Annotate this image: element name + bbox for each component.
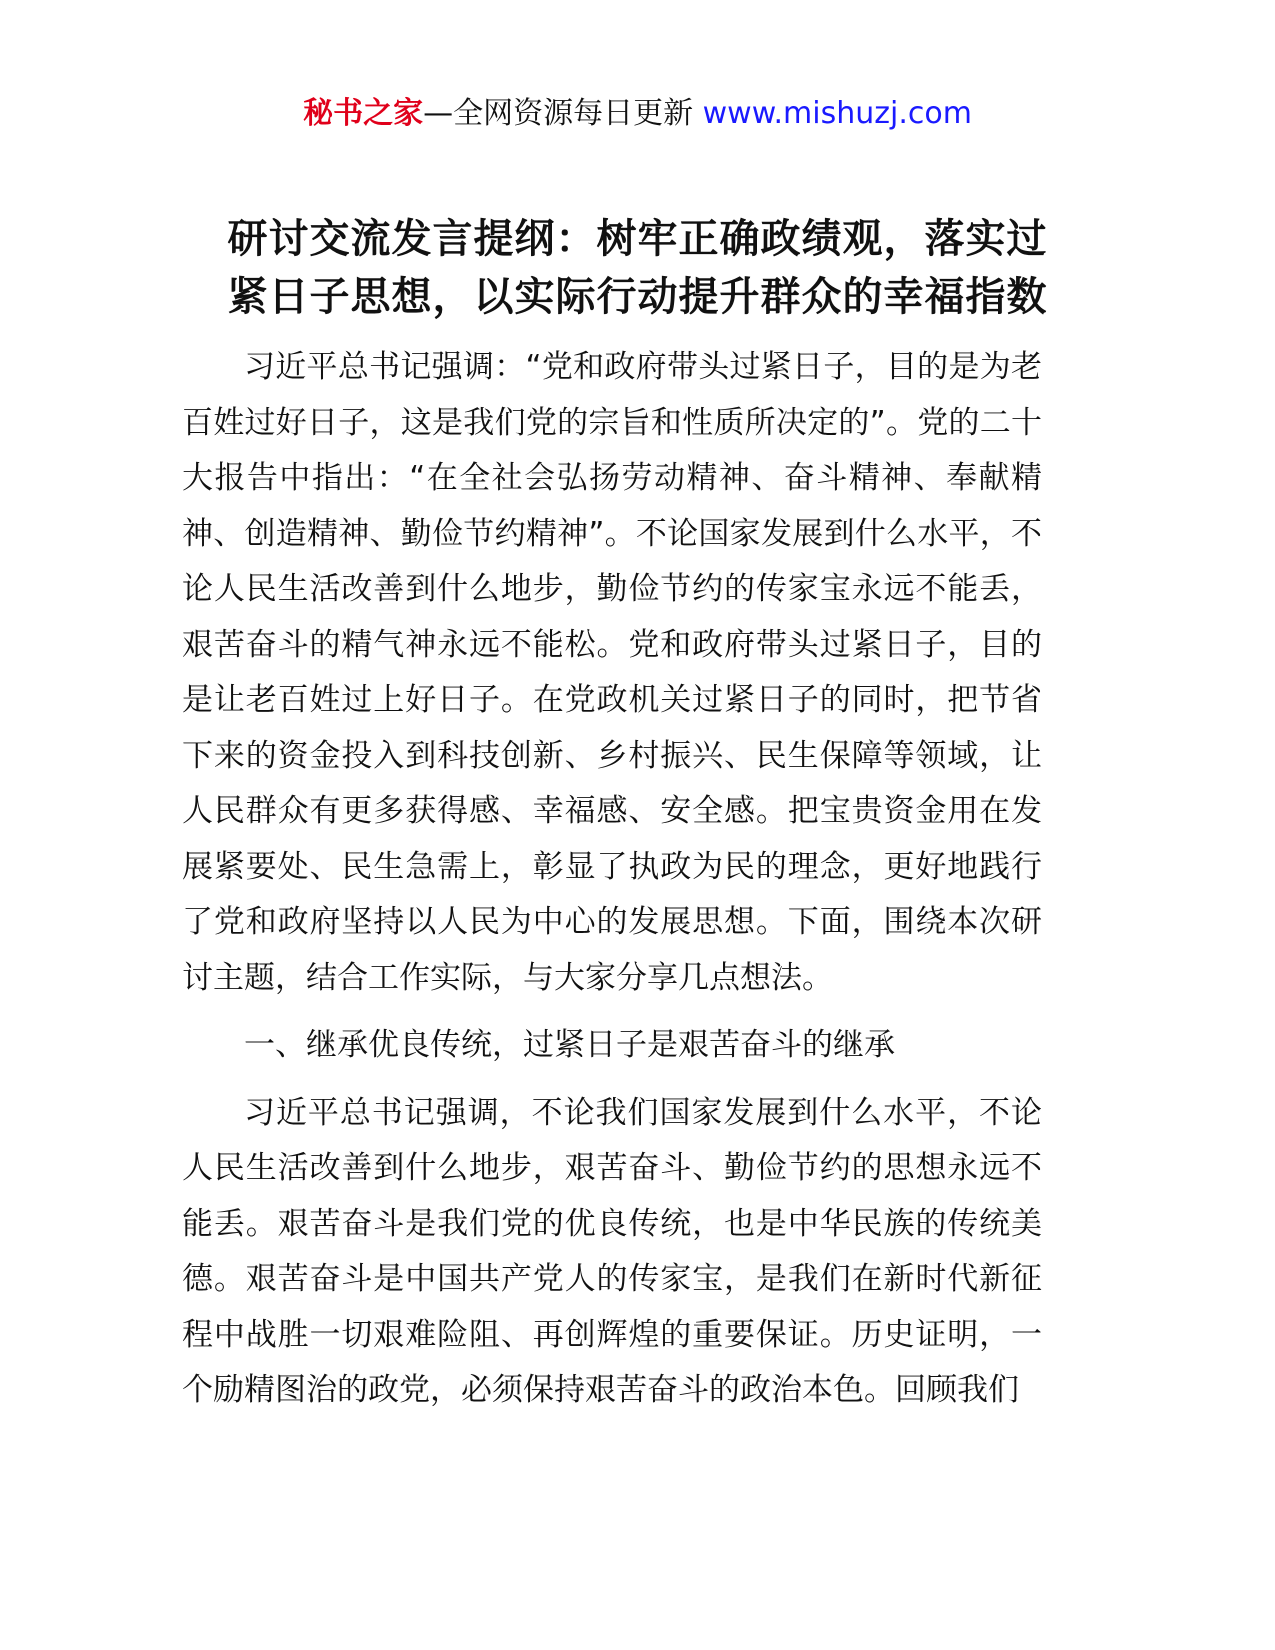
document-body xyxy=(182,340,1042,1419)
title-line-1: 研讨交流发言提纲：树牢正确政绩观，落实过 xyxy=(227,216,1048,262)
body-paragraph-1: 习近平总书记强调：“党和政府带头过紧日子，目的是为老百姓过好日子，这是我们党的宗旨和性质所决定的”。党的二十大报告中指出：“在全社会弘扬劳动精神、奋斗精神、奉献精神、创造精神、勤俭节约精神”。不论国家发展到什么水平，不论人民生活改善到什么地步，勤俭节约的传家宝永远不能丢，艰苦奋斗的精气神永远不能松。党和政府带头过紧日子，目的是让老百姓过上好日子。在党政机关过紧日子的同时，把节省下来的资金投入到科技创新、乡村振兴、民生保障等领域，让人民群众有更多获得感、幸福感、安全感。把宝贵资金用在发展紧要处、民生急需上，彰显了执政为民的理念，更好地践行了党和政府坚持以人民为中心的发展思想。下面，围绕本次研讨主题，结合工作实际，与大家分享几点想法。 xyxy=(182,349,1042,996)
header-tagline: —全网资源每日更新 xyxy=(423,96,694,131)
page-header xyxy=(0,94,1275,134)
title-line-2: 紧日子思想，以实际行动提升群众的幸福指数 xyxy=(227,274,1048,320)
brand-name: 秘书之家 xyxy=(303,96,424,131)
site-url-link[interactable]: www.mishuzj.com xyxy=(702,96,972,131)
section-heading-1: 一、继承优良传统，过紧日子是艰苦奋斗的继承 xyxy=(244,1027,895,1063)
document-title xyxy=(130,210,1145,326)
body-paragraph-2: 习近平总书记强调，不论我们国家发展到什么水平，不论人民生活改善到什么地步，艰苦奋斗、勤俭节约的思想永远不能丢。艰苦奋斗是我们党的优良传统，也是中华民族的传统美德。艰苦奋斗是中国共产党人的传家宝，是我们在新时代新征程中战胜一切艰难险阻、再创辉煌的重要保证。历史证明，一个励精图治的政党，必须保持艰苦奋斗的政治本色。回顾我们 xyxy=(182,1094,1042,1408)
